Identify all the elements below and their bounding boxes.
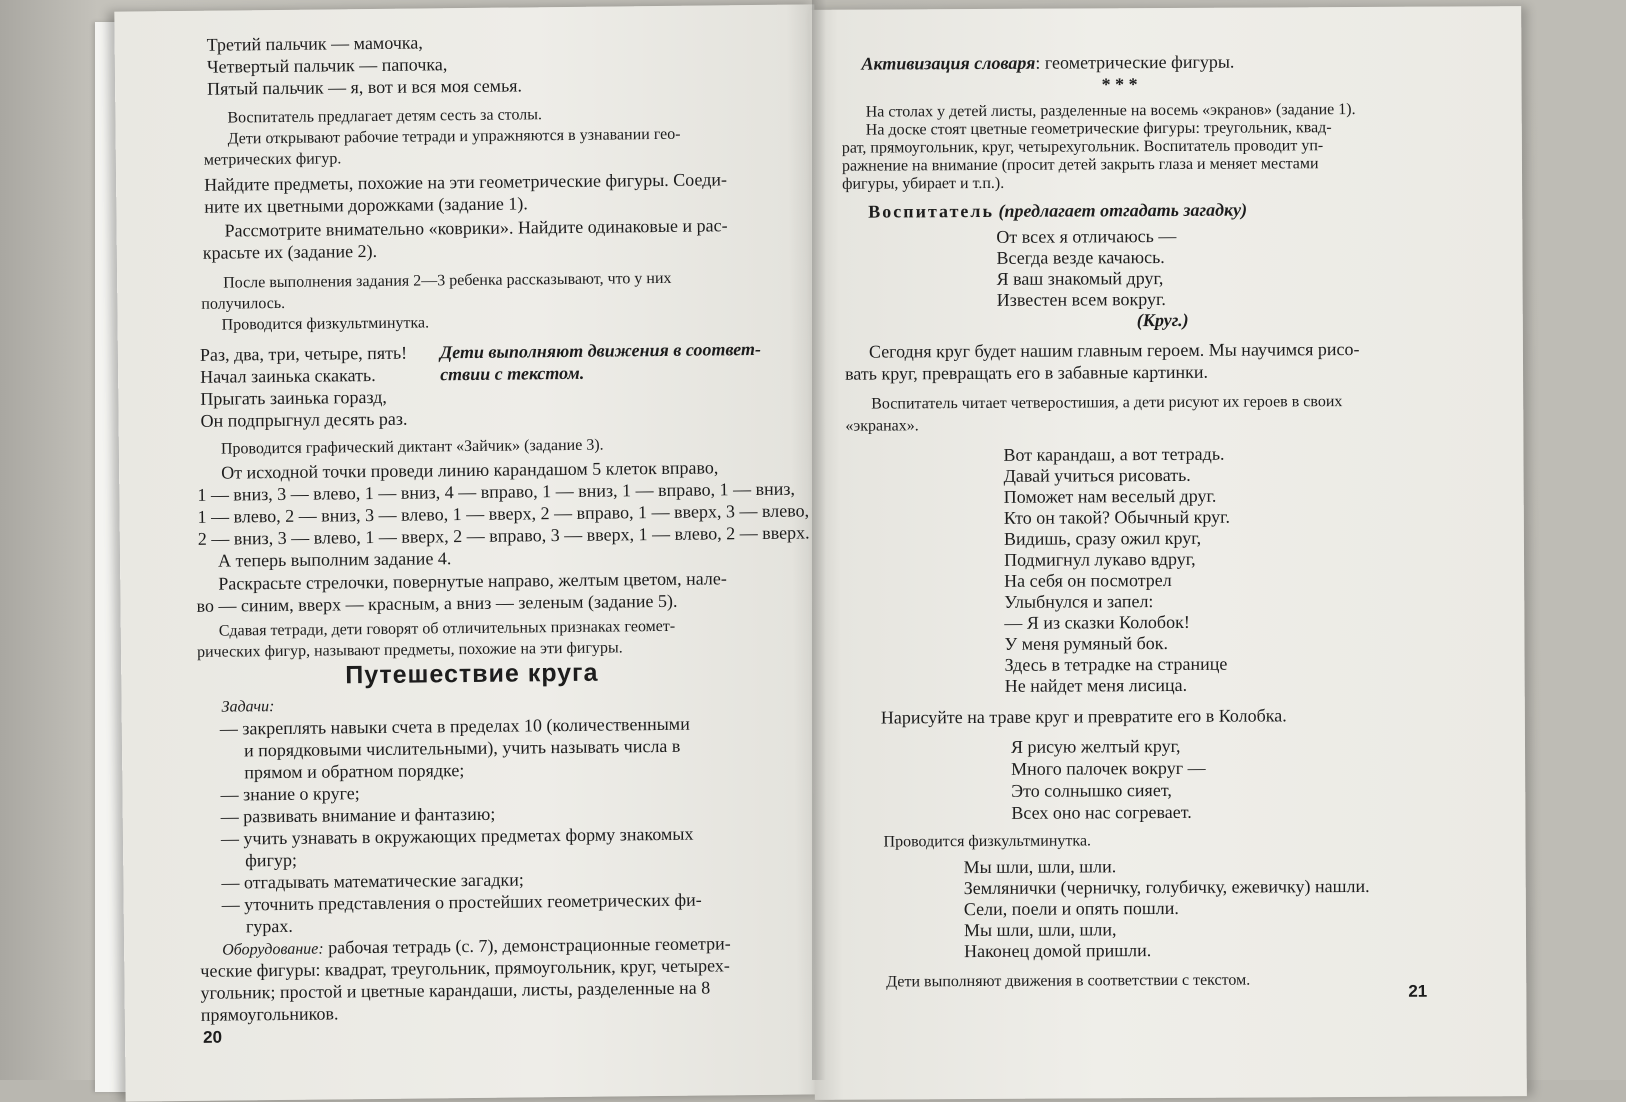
- poem-line: Много палочек вокруг —: [1011, 757, 1206, 779]
- instruction: Найдите предметы, похожие на эти геометрические фигуры. Соеди-: [204, 169, 728, 195]
- poem-line: Вот карандаш, а вот тетрадь.: [1003, 443, 1225, 465]
- paragraph: Проводится физкультминутка.: [221, 314, 430, 334]
- poem-line: Подмигнул лукаво вдруг,: [1003, 548, 1196, 570]
- poem-line: — Я из сказки Колобок!: [1004, 611, 1190, 633]
- dictation-line: 2 — вниз, 3 — влево, 1 — вверх, 2 — вправо, 3 — вверх, 1 — влево, 2 — вверх.: [197, 522, 810, 549]
- tasks-label: Задачи:: [221, 698, 275, 716]
- riddle-line: От всех я отличаюсь —: [996, 225, 1177, 247]
- page-number: 20: [202, 1027, 223, 1047]
- poem-line: Наконец домой пришли.: [964, 940, 1152, 962]
- rhyme-line: Раз, два, три, четыре, пять!: [199, 342, 408, 365]
- paragraph: «экранах».: [845, 417, 919, 435]
- dictation-line: От исходной точки проведи линию карандашом 5 клеток вправо,: [221, 457, 719, 483]
- task-item: — учить узнавать в окружающих предметах форму знакомых: [220, 823, 694, 849]
- section-heading: Путешествие круга: [345, 658, 599, 690]
- paragraph: Сдавая тетради, дети говорят об отличительных признаках геомет-: [218, 617, 676, 640]
- equipment-text: рабочая тетрадь (с. 7), демонстрационные геометри-: [323, 933, 731, 958]
- speaker-note: (предлагает отгадать загадку): [998, 199, 1248, 221]
- poem-line: Землянички (черничку, голубичку, ежевичку) нашли.: [963, 875, 1370, 899]
- poem-line: Я рисую желтый круг,: [1010, 735, 1181, 757]
- task-item: и порядковыми числительными), учить называть числа в: [243, 735, 681, 761]
- poem-line: Мы шли, шли, шли,: [963, 919, 1117, 941]
- poem-line: Сели, поели и опять пошли.: [963, 897, 1179, 920]
- dictation-line: 1 — влево, 2 — вниз, 3 — влево, 1 — вверх, 2 — вправо, 1 — вверх, 3 — влево,: [197, 500, 810, 527]
- instruction: Раскрасьте стрелочки, повернутые направо, желтым цветом, нале-: [218, 568, 727, 594]
- intro-line: рат, прямоугольник, круг, четырехугольник. Воспитатель проводит уп-: [841, 137, 1324, 157]
- equipment-line: прямоугольников.: [200, 1003, 339, 1025]
- rhyme-line: Прыгать заинька горазд,: [200, 386, 387, 409]
- intro-line: фигуры, убирает и т.п.).: [842, 174, 1005, 193]
- poem-line: У меня румяный бок.: [1004, 633, 1169, 654]
- instruction: А теперь выполним задание 4.: [217, 548, 452, 571]
- rhyme-line: Он подпрыгнул десять раз.: [200, 408, 408, 431]
- task-item: — развивать внимание и фантазию;: [220, 803, 496, 827]
- instruction: ните их цветными дорожками (задание 1).: [204, 193, 528, 217]
- rhyme-note: Дети выполняют движения в соответ-: [439, 338, 762, 363]
- equipment-label: Оборудование:: [222, 940, 324, 959]
- task-item: — знание о круге;: [220, 783, 360, 805]
- speaker-name: Воспитатель: [868, 200, 995, 222]
- poem-line: Не найдет меня лисица.: [1004, 674, 1188, 696]
- poem-line: Пятый пальчик — я, вот и вся моя семья.: [207, 75, 523, 99]
- poem-line: Всех оно нас согревает.: [1011, 801, 1192, 823]
- paragraph: вать круг, превращать его в забавные картинки.: [845, 361, 1209, 384]
- vocab-label: Активизация словаря: [861, 52, 1036, 74]
- poem-line: Третий пальчик — мамочка,: [206, 32, 423, 55]
- poem-line: Давай учиться рисовать.: [1003, 464, 1191, 486]
- task-item: прямом и обратном порядке;: [244, 760, 465, 783]
- poem-line: Здесь в тетрадке на странице: [1004, 653, 1228, 675]
- paragraph: Проводится физкультминутка.: [883, 832, 1092, 851]
- riddle-line: Известен всем вокруг.: [996, 289, 1166, 310]
- task-item: гурах.: [245, 915, 293, 937]
- riddle-line: Всегда везде качаюсь.: [996, 247, 1165, 268]
- paragraph: метрических фигур.: [203, 150, 342, 169]
- paragraph: получилось.: [201, 294, 286, 313]
- task-item: — закреплять навыки счета в пределах 10 (количественными: [219, 713, 690, 739]
- task-item: фигур;: [245, 849, 297, 871]
- paragraph: Дети открывают рабочие тетради и упражняются в узнавании гео-: [227, 125, 681, 148]
- poem-line: Кто он такой? Обычный круг.: [1003, 506, 1231, 528]
- instruction: Нарисуйте на траве круг и превратите его в Колобка.: [880, 705, 1287, 728]
- paragraph: Воспитатель предлагает детям сесть за столы.: [227, 106, 543, 127]
- task-item: — отгадывать математические загадки;: [221, 869, 524, 893]
- page-number: 21: [1408, 981, 1428, 1001]
- paragraph: Дети выполняют движения в соответствии с текстом.: [886, 971, 1251, 991]
- rhyme-line: Начал заинька скакать.: [200, 364, 376, 387]
- dictation-line: 1 — вниз, 3 — влево, 1 — вниз, 4 — вправо, 1 — вниз, 1 — вправо, 1 — вниз,: [197, 478, 796, 505]
- poem-line: Улыбнулся и запел:: [1004, 591, 1154, 612]
- separator-stars: * * *: [1101, 74, 1138, 95]
- instruction: Рассмотрите внимательно «коврики». Найдите одинаковые и рас-: [224, 215, 728, 241]
- vocab-line: [861, 52, 1234, 75]
- task-item: — уточнить представления о простейших геометрических фи-: [221, 889, 702, 915]
- paragraph: рических фигур, называют предметы, похожие на эти фигуры.: [196, 639, 623, 661]
- instruction: во — синим, вверх — красным, а вниз — зеленым (задание 5).: [196, 590, 678, 616]
- rhyme-note: ствии с текстом.: [440, 362, 585, 385]
- book-gutter: [812, 0, 826, 1080]
- equipment-line: ческие фигуры: квадрат, треугольник, прямоугольник, круг, четырех-: [200, 955, 730, 981]
- paragraph: Проводится графический диктант «Зайчик» (задание 3).: [220, 436, 604, 458]
- right-page: [809, 6, 1527, 1100]
- intro-line: На столах у детей листы, разделенные на восемь «экранов» (задание 1).: [865, 101, 1356, 121]
- paragraph: Воспитатель читает четверостишия, а дети рисуют их героев в своих: [871, 393, 1343, 413]
- poem-line: Видишь, сразу ожил круг,: [1003, 527, 1202, 549]
- paragraph: После выполнения задания 2—3 ребенка рассказывают, что у них: [223, 269, 672, 292]
- riddle-line: Я ваш знакомый друг,: [996, 268, 1164, 289]
- instruction: красьте их (задание 2).: [202, 240, 378, 263]
- poem-line: Поможет нам веселый друг.: [1003, 485, 1217, 507]
- intro-line: ражнение на внимание (просит детей закрыть глаза и меняет местами: [841, 155, 1319, 175]
- equipment-line: угольник; простой и цветные карандаши, листы, разделенные на 8: [200, 977, 711, 1003]
- riddle-answer: (Круг.): [1136, 309, 1189, 331]
- vocab-text: : геометрические фигуры.: [1035, 51, 1235, 73]
- poem-line: Четвертый пальчик — папочка,: [206, 54, 448, 77]
- left-page: [114, 4, 825, 1101]
- poem-line: Мы шли, шли, шли.: [963, 856, 1117, 878]
- paragraph: Сегодня круг будет нашим главным героем. Мы научимся рисо-: [868, 338, 1360, 362]
- poem-line: На себя он посмотрел: [1004, 569, 1172, 591]
- intro-line: На доске стоят цветные геометрические фигуры: треугольник, квад-: [865, 119, 1332, 139]
- poem-line: Это солнышко сияет,: [1011, 779, 1172, 801]
- speaker-line: [868, 200, 1247, 223]
